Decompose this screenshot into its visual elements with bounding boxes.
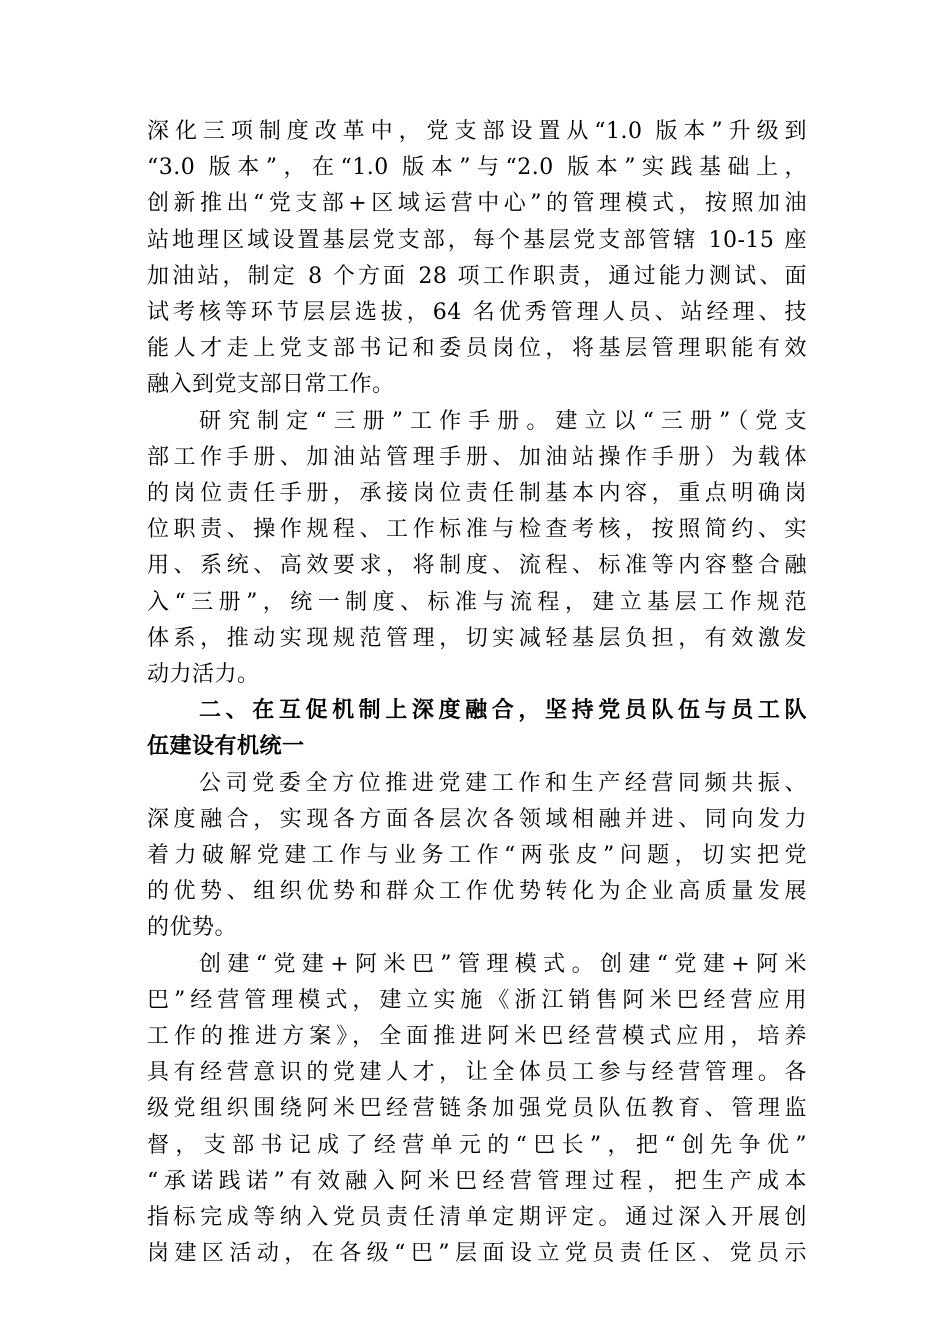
paragraph-4 <box>147 947 807 1273</box>
section-heading-2 <box>147 693 807 765</box>
text-line: “承诺践诺”有效融入阿米巴经营管理过程，把生产成本 <box>147 1168 807 1194</box>
text-line: 指标完成等纳入党员责任清单定期评定。通过深入开展创 <box>147 1205 807 1231</box>
text-line: 深化三项制度改革中，党支部设置从“1.0 版本”升级到 <box>147 119 807 144</box>
text-line: 用、系统、高效要求，将制度、流程、标准等内容整合融 <box>147 553 807 579</box>
text-line: 能人才走上党支部书记和委员岗位，将基层管理职能有效 <box>147 336 807 362</box>
text-line: 巴”经营管理模式，建立实施《浙江销售阿米巴经营应用 <box>147 987 807 1013</box>
text-line: 入“三册”，统一制度、标准与流程，建立基层工作规范 <box>147 589 807 615</box>
text-line: 的优势。 <box>147 915 238 941</box>
text-line: 创建“党建+阿米巴”管理模式。创建“党建+阿米 <box>199 951 807 977</box>
text-line: 体系，推动实现规范管理，切实减轻基层负担，有效激发 <box>147 625 807 651</box>
text-line: 具有经营意识的党建人才，让全体员工参与经营管理。各 <box>147 1060 807 1086</box>
heading-line: 伍建设有机统一 <box>147 734 305 760</box>
text-line: 工作的推进方案》，全面推进阿米巴经营模式应用，培养 <box>147 1024 807 1050</box>
text-line: 的岗位责任手册，承接岗位责任制基本内容，重点明确岗 <box>147 481 807 507</box>
text-line: 级党组织围绕阿米巴经营链条加强党员队伍教育、管理监 <box>147 1096 807 1122</box>
text-line: 加油站，制定 8 个方面 28 项工作职责，通过能力测试、面 <box>147 263 807 289</box>
text-line: 试考核等环节层层选拔，64 名优秀管理人员、站经理、技 <box>147 300 807 326</box>
heading-line: 二、在互促机制上深度融合，坚持党员队伍与员工队 <box>199 698 807 724</box>
paragraph-3 <box>147 766 807 947</box>
document-page <box>147 114 807 1273</box>
text-line: 部工作手册、加油站管理手册、加油站操作手册）为载体 <box>147 444 807 470</box>
text-line: 公司党委全方位推进党建工作和生产经营同频共振、 <box>199 770 807 796</box>
text-line: 动力活力。 <box>147 662 260 688</box>
text-line: 站地理区域设置基层党支部，每个基层党支部管辖 10-15 座 <box>147 227 807 253</box>
text-line: 岗建区活动，在各级“巴”层面设立党员责任区、党员示 <box>147 1241 807 1267</box>
text-line: 位职责、操作规程、工作标准与检查考核，按照简约、实 <box>147 517 807 543</box>
text-line: 融入到党支部日常工作。 <box>147 372 395 398</box>
text-line: 深度融合，实现各方面各层次各领域相融并进、同向发力 <box>147 806 807 832</box>
paragraph-2 <box>147 404 807 694</box>
paragraph-1 <box>147 114 807 404</box>
text-line: “3.0 版本”，在“1.0 版本”与“2.0 版本”实践基础上， <box>147 155 807 181</box>
text-line: 着力破解党建工作与业务工作“两张皮”问题，切实把党 <box>147 843 807 869</box>
text-line: 研究制定“三册”工作手册。建立以“三册”（党支 <box>199 408 807 434</box>
text-line: 创新推出“党支部+区域运营中心”的管理模式，按照加油 <box>147 191 807 217</box>
text-line: 的优势、组织优势和群众工作优势转化为企业高质量发展 <box>147 879 807 905</box>
text-line: 督，支部书记成了经营单元的“巴长”，把“创先争优” <box>147 1132 807 1158</box>
